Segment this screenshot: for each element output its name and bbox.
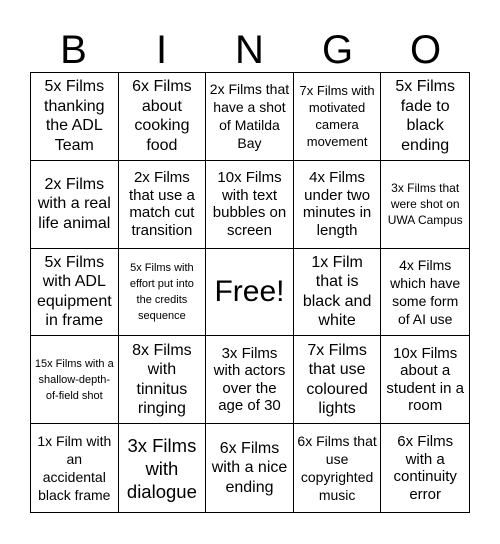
- bingo-cell[interactable]: [31, 424, 119, 512]
- bingo-cell[interactable]: [31, 161, 119, 249]
- cell-text: 10x Films with text bubbles on screen: [212, 169, 287, 239]
- bingo-cell[interactable]: [294, 249, 382, 337]
- cell-text: 3x Films that were shot on UWA Campus: [387, 181, 463, 228]
- cell-text: 5x Films fade to black ending: [395, 78, 455, 154]
- header-letter-o: O: [409, 28, 443, 72]
- bingo-cell[interactable]: [381, 249, 469, 337]
- bingo-cell[interactable]: [206, 73, 294, 161]
- cell-text: 1x Film with an accidental black frame: [37, 433, 112, 504]
- bingo-cell[interactable]: [206, 336, 294, 424]
- cell-text: 5x Films thanking the ADL Team: [44, 78, 105, 154]
- cell-text: 6x Films about cooking food: [132, 78, 192, 154]
- bingo-cell[interactable]: [381, 424, 469, 512]
- cell-text: 4x Films which have some form of AI use: [390, 256, 461, 327]
- bingo-header: [30, 28, 470, 72]
- bingo-cell[interactable]: [206, 424, 294, 512]
- cell-text: 4x Films under two minutes in length: [302, 169, 372, 239]
- cell-text: Free!: [214, 274, 285, 308]
- cell-text: 1x Film that is black and white: [302, 253, 372, 330]
- bingo-grid: [30, 72, 470, 513]
- bingo-cell[interactable]: [294, 424, 382, 512]
- bingo-cell[interactable]: [119, 249, 207, 337]
- bingo-cell[interactable]: [119, 161, 207, 249]
- cell-text: 6x Films that use copyrighted music: [297, 433, 377, 504]
- bingo-cell[interactable]: [31, 249, 119, 337]
- bingo-cell[interactable]: [206, 161, 294, 249]
- bingo-cell[interactable]: [381, 161, 469, 249]
- bingo-cell[interactable]: [31, 73, 119, 161]
- bingo-cell[interactable]: [31, 336, 119, 424]
- cell-text: 2x Films that use a match cut transition: [128, 169, 195, 239]
- bingo-cell[interactable]: [294, 73, 382, 161]
- header-letter-g: G: [321, 28, 355, 72]
- header-letter-i: I: [155, 28, 169, 72]
- bingo-cell[interactable]: [294, 336, 382, 424]
- bingo-cell[interactable]: [381, 336, 469, 424]
- cell-text: 7x Films with motivated camera movement: [299, 83, 375, 150]
- bingo-cell[interactable]: [119, 424, 207, 512]
- cell-text: 7x Films that use coloured lights: [306, 341, 368, 418]
- cell-text: 3x Films with dialogue: [126, 434, 197, 502]
- cell-text: 5x Films with effort put into the credits sequence: [129, 261, 194, 322]
- cell-text: 2x Films with a real life animal: [37, 175, 111, 232]
- bingo-cell[interactable]: [119, 336, 207, 424]
- cell-text: 15x Films with a shallow-depth-of-field shot: [34, 357, 114, 402]
- header-letter-n: N: [235, 28, 265, 72]
- cell-text: 10x Films about a student in a room: [386, 344, 464, 415]
- bingo-cell[interactable]: [119, 73, 207, 161]
- bingo-cell[interactable]: [294, 161, 382, 249]
- cell-text: 6x Films with a continuity error: [393, 433, 457, 503]
- cell-text: 2x Films that have a shot of Matilda Bay: [209, 81, 290, 152]
- free-space[interactable]: [206, 249, 294, 337]
- cell-text: 5x Films with ADL equipment in frame: [36, 253, 112, 330]
- bingo-cell[interactable]: [381, 73, 469, 161]
- header-letter-b: B: [60, 28, 88, 72]
- cell-text: 8x Films with tinnitus ringing: [132, 341, 192, 418]
- cell-text: 6x Films with a nice ending: [211, 439, 288, 496]
- cell-text: 3x Films with actors over the age of 30: [213, 344, 286, 415]
